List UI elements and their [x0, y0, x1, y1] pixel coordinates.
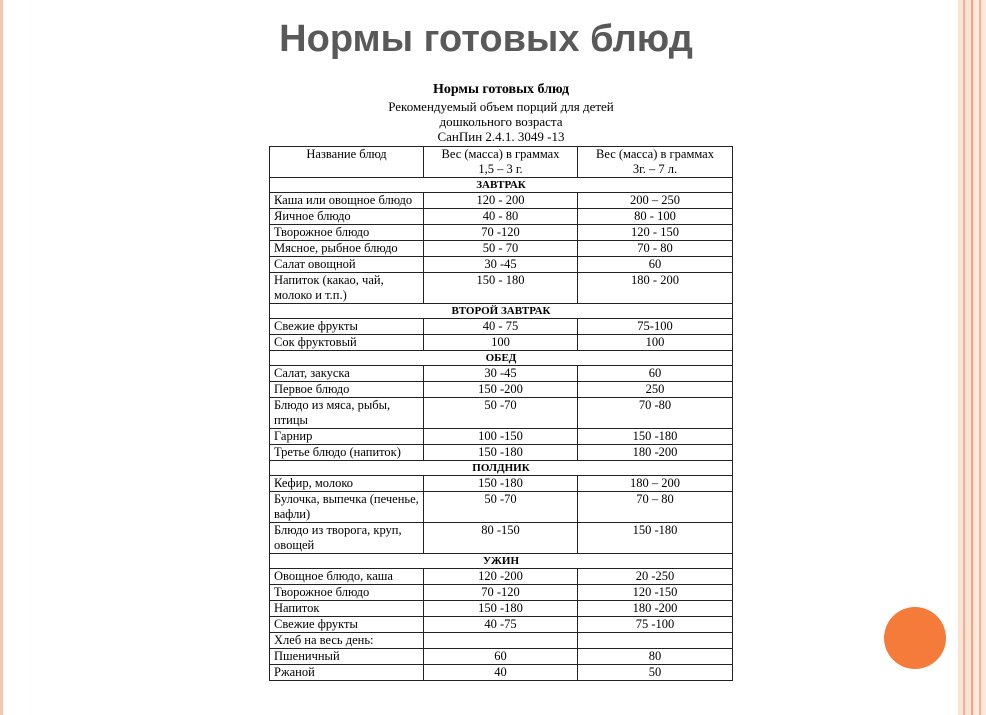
- weight-3-7-cell: 70 - 80: [578, 241, 733, 257]
- weight-3-7-cell: 70 -80: [578, 398, 733, 429]
- table-row: [270, 257, 733, 273]
- norms-table: [269, 146, 733, 681]
- weight-1-5-3-cell: 40: [424, 665, 578, 681]
- dish-name-cell: Мясное, рыбное блюдо: [270, 241, 424, 257]
- table-row: [270, 241, 733, 257]
- weight-1-5-3-cell: 100 -150: [424, 429, 578, 445]
- dish-name-cell: Первое блюдо: [270, 382, 424, 398]
- weight-3-7-cell: 80: [578, 649, 733, 665]
- table-row: [270, 585, 733, 601]
- table-row: [270, 445, 733, 461]
- dish-name-cell: Свежие фрукты: [270, 319, 424, 335]
- dish-name-cell: Третье блюдо (напиток): [270, 445, 424, 461]
- dish-name-cell: Сок фруктовый: [270, 335, 424, 351]
- dish-name-cell: Гарнир: [270, 429, 424, 445]
- section-header-row: [270, 554, 733, 569]
- dish-name-cell: Блюдо из мяса, рыбы, птицы: [270, 398, 424, 429]
- table-row: [270, 601, 733, 617]
- table-row: [270, 382, 733, 398]
- weight-1-5-3-cell: 100: [424, 335, 578, 351]
- table-row: [270, 649, 733, 665]
- dish-name-cell: Хлеб на весь день:: [270, 633, 424, 649]
- weight-1-5-3-cell: 120 -200: [424, 569, 578, 585]
- header-dish-name-label: Название блюд: [306, 147, 387, 161]
- table-row: [270, 319, 733, 335]
- weight-3-7-cell: 60: [578, 366, 733, 382]
- section-title: ВТОРОЙ ЗАВТРАК: [270, 304, 733, 319]
- document-subtitle-1: Рекомендуемый объем порций для детей: [388, 99, 614, 114]
- weight-3-7-cell: 75-100: [578, 319, 733, 335]
- header-dish-name: [270, 147, 424, 178]
- dish-name-cell: Напиток: [270, 601, 424, 617]
- weight-3-7-cell: 180 -200: [578, 445, 733, 461]
- dish-name-cell: Яичное блюдо: [270, 209, 424, 225]
- section-header-row: [270, 351, 733, 366]
- section-title: ОБЕД: [270, 351, 733, 366]
- weight-1-5-3-cell: [424, 633, 578, 649]
- table-row: [270, 398, 733, 429]
- weight-1-5-3-cell: 150 - 180: [424, 273, 578, 304]
- weight-1-5-3-cell: 50 -70: [424, 398, 578, 429]
- left-decorative-stripe: [0, 0, 3, 715]
- weight-3-7-cell: 250: [578, 382, 733, 398]
- weight-3-7-cell: 150 -180: [578, 429, 733, 445]
- weight-3-7-cell: 80 - 100: [578, 209, 733, 225]
- orange-circle-decoration: [884, 607, 946, 669]
- slide-title: Нормы готовых блюд: [279, 18, 693, 60]
- weight-3-7-cell: 180 – 200: [578, 476, 733, 492]
- dish-name-cell: Овощное блюдо, каша: [270, 569, 424, 585]
- weight-1-5-3-cell: 40 - 80: [424, 209, 578, 225]
- dish-name-cell: Ржаной: [270, 665, 424, 681]
- table-row: [270, 492, 733, 523]
- section-title: ЗАВТРАК: [270, 178, 733, 193]
- weight-3-7-cell: [578, 633, 733, 649]
- weight-3-7-cell: 180 - 200: [578, 273, 733, 304]
- dish-name-cell: Булочка, выпечка (печенье, вафли): [270, 492, 424, 523]
- weight-3-7-cell: 150 -180: [578, 523, 733, 554]
- table-row: [270, 523, 733, 554]
- right-decorative-stripes: [958, 0, 986, 715]
- document-subtitle-2: дошкольного возраста: [439, 114, 563, 129]
- weight-3-7-cell: 120 -150: [578, 585, 733, 601]
- table-row: [270, 476, 733, 492]
- weight-1-5-3-cell: 150 -180: [424, 445, 578, 461]
- weight-1-5-3-cell: 40 -75: [424, 617, 578, 633]
- header-col2-line2: 3г. – 7 л.: [632, 162, 678, 176]
- dish-name-cell: Каша или овощное блюдо: [270, 193, 424, 209]
- table-row: [270, 225, 733, 241]
- dish-name-cell: Салат, закуска: [270, 366, 424, 382]
- dish-name-cell: Свежие фрукты: [270, 617, 424, 633]
- dish-name-cell: Пшеничный: [270, 649, 424, 665]
- dish-name-cell: Творожное блюдо: [270, 225, 424, 241]
- header-col2-line1: Вес (масса) в граммах: [596, 147, 714, 161]
- section-title: УЖИН: [270, 554, 733, 569]
- weight-1-5-3-cell: 70 -120: [424, 225, 578, 241]
- dish-name-cell: Кефир, молоко: [270, 476, 424, 492]
- weight-3-7-cell: 60: [578, 257, 733, 273]
- weight-1-5-3-cell: 50 -70: [424, 492, 578, 523]
- table-row: [270, 617, 733, 633]
- table-row: [270, 209, 733, 225]
- header-weight-3-7: [578, 147, 733, 178]
- weight-1-5-3-cell: 150 -180: [424, 601, 578, 617]
- weight-1-5-3-cell: 40 - 75: [424, 319, 578, 335]
- weight-3-7-cell: 100: [578, 335, 733, 351]
- dish-name-cell: Творожное блюдо: [270, 585, 424, 601]
- document-scan: [269, 81, 733, 681]
- dish-name-cell: Салат овощной: [270, 257, 424, 273]
- section-header-row: [270, 461, 733, 476]
- table-row: [270, 366, 733, 382]
- weight-3-7-cell: 200 – 250: [578, 193, 733, 209]
- dish-name-cell: Блюдо из творога, круп, овощей: [270, 523, 424, 554]
- header-col1-line1: Вес (масса) в граммах: [441, 147, 560, 161]
- table-row: [270, 665, 733, 681]
- weight-1-5-3-cell: 150 -180: [424, 476, 578, 492]
- table-row: [270, 335, 733, 351]
- section-header-row: [270, 178, 733, 193]
- dish-name-cell: Напиток (какао, чай, молоко и т.п.): [270, 273, 424, 304]
- weight-1-5-3-cell: 60: [424, 649, 578, 665]
- table-row: [270, 633, 733, 649]
- table-header-row: [270, 147, 733, 178]
- document-title: Нормы готовых блюд: [432, 82, 570, 97]
- weight-1-5-3-cell: 70 -120: [424, 585, 578, 601]
- weight-1-5-3-cell: 120 - 200: [424, 193, 578, 209]
- table-row: [270, 429, 733, 445]
- weight-1-5-3-cell: 80 -150: [424, 523, 578, 554]
- document-subtitle-3: СанПин 2.4.1. 3049 -13: [437, 129, 565, 144]
- table-row: [270, 193, 733, 209]
- weight-3-7-cell: 120 - 150: [578, 225, 733, 241]
- weight-1-5-3-cell: 30 -45: [424, 257, 578, 273]
- weight-3-7-cell: 70 – 80: [578, 492, 733, 523]
- header-col1-line2: 1,5 – 3 г.: [478, 162, 523, 176]
- table-row: [270, 273, 733, 304]
- weight-3-7-cell: 75 -100: [578, 617, 733, 633]
- table-row: [270, 569, 733, 585]
- header-weight-1-5-3: [424, 147, 578, 178]
- section-header-row: [270, 304, 733, 319]
- weight-1-5-3-cell: 50 - 70: [424, 241, 578, 257]
- weight-3-7-cell: 50: [578, 665, 733, 681]
- weight-1-5-3-cell: 30 -45: [424, 366, 578, 382]
- weight-3-7-cell: 180 -200: [578, 601, 733, 617]
- section-title: ПОЛДНИК: [270, 461, 733, 476]
- weight-3-7-cell: 20 -250: [578, 569, 733, 585]
- weight-1-5-3-cell: 150 -200: [424, 382, 578, 398]
